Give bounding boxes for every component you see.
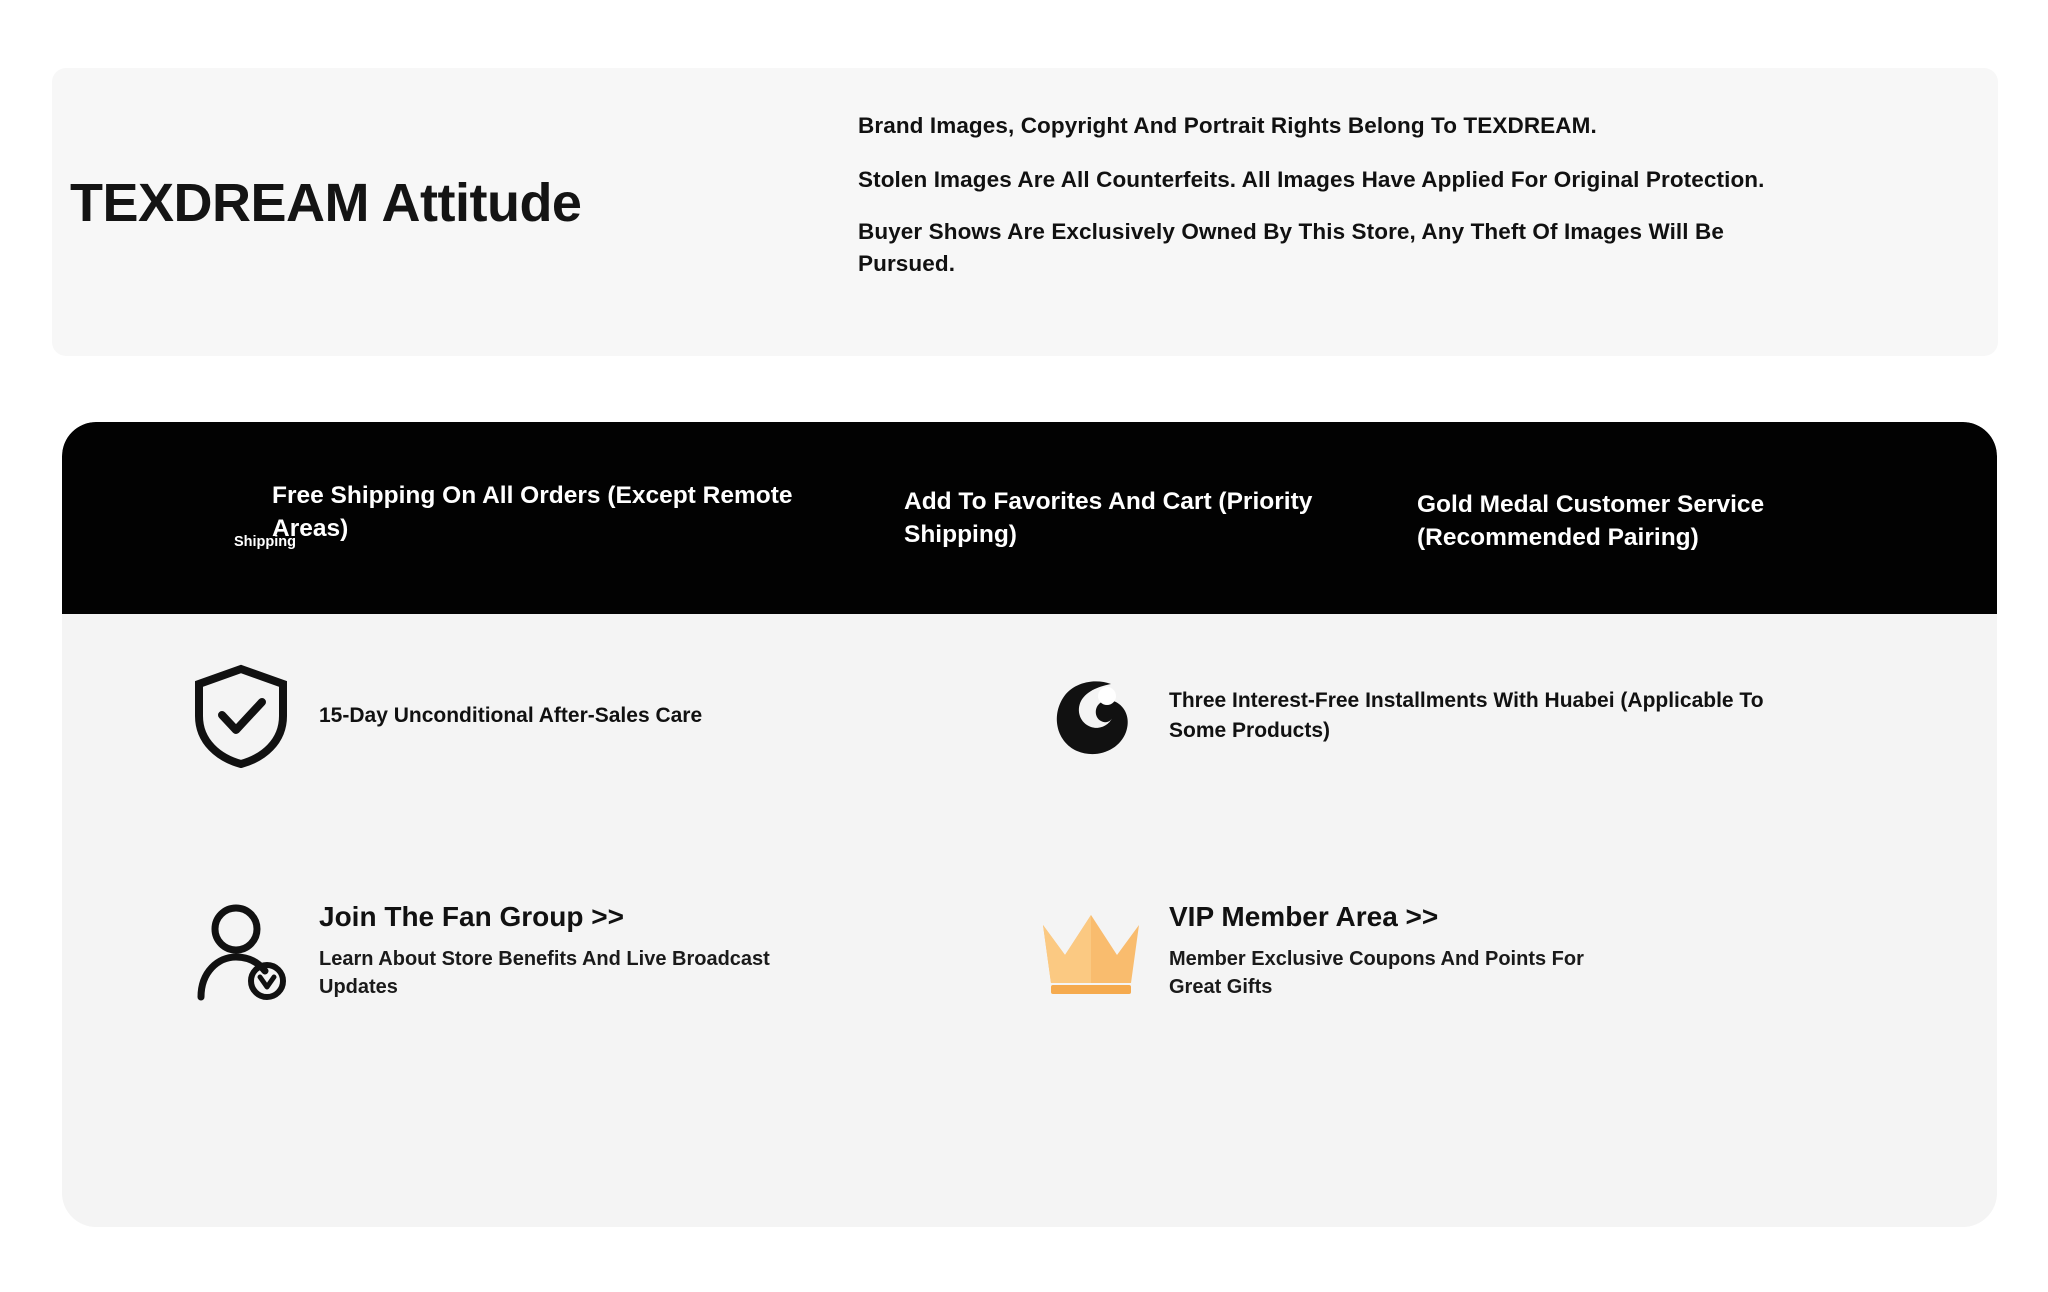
service-highlight-strip <box>62 422 1997 614</box>
service-benefits-card <box>62 422 1997 1227</box>
brand-statement-list <box>858 110 1798 280</box>
benefit-vip-area[interactable] <box>1035 895 1629 1007</box>
brand-statement-line-1: Brand Images, Copyright And Portrait Rights Belong To TEXDREAM. <box>858 113 1597 138</box>
fan-group-link[interactable]: Join The Fan Group >> <box>319 900 624 932</box>
brand-statement-line-3: Buyer Shows Are Exclusively Owned By This Store, Any Theft Of Images Will Be Pursued. <box>858 218 1724 276</box>
fan-group-description: Learn About Store Benefits And Live Broadcast Updates <box>319 947 770 998</box>
vip-area-description: Member Exclusive Coupons And Points For Great Gifts <box>1169 947 1584 998</box>
strip-item-customer-service: Gold Medal Customer Service (Recommended Pairing) <box>1417 491 1765 552</box>
shipping-badge-label: Shipping <box>233 534 296 550</box>
benefit-after-sales-care <box>185 660 702 772</box>
benefit-fan-group[interactable] <box>185 895 779 1007</box>
shield-check-icon <box>185 660 297 772</box>
user-verified-icon <box>185 895 297 1007</box>
benefit-huabei-installments <box>1035 660 1789 772</box>
brand-statement-line-2: Stolen Images Are All Counterfeits. All Images Have Applied For Original Protection. <box>858 166 1765 192</box>
benefit-label-huabei: Three Interest-Free Installments With Huabei (Applicable To Some Products) <box>1169 688 1764 742</box>
strip-item-free-shipping: Free Shipping On All Orders (Except Remote Areas) <box>272 482 793 543</box>
crown-icon <box>1035 895 1147 1007</box>
page-title: TEXDREAM Attitude <box>70 173 582 233</box>
benefit-text-block <box>319 701 702 731</box>
benefit-text-block <box>1169 686 1789 747</box>
huabei-icon <box>1035 660 1147 772</box>
benefit-text-block <box>319 901 779 1002</box>
benefit-text-block <box>1169 901 1629 1002</box>
benefit-label-after-sales: 15-Day Unconditional After-Sales Care <box>319 703 703 727</box>
vip-area-link[interactable]: VIP Member Area >> <box>1169 900 1439 932</box>
strip-item-favorites-cart: Add To Favorites And Cart (Priority Shipping) <box>904 488 1313 549</box>
